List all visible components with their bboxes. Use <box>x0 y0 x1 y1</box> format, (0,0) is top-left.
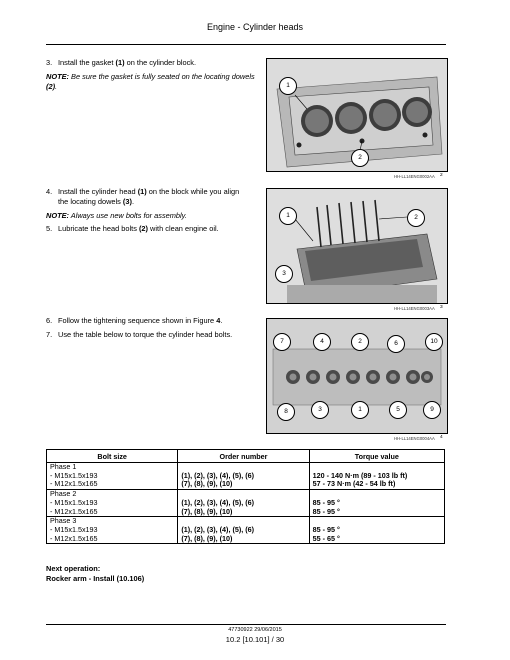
table-header-row <box>47 450 445 463</box>
order-number: (7), (8), (9), (10) <box>181 533 233 543</box>
table-row <box>47 517 445 544</box>
table-row <box>47 463 445 490</box>
step-text: . <box>131 197 135 206</box>
footer-doc-id: 47730922 29/06/2015 <box>228 627 282 633</box>
torque-value: 85 - 95 ° <box>312 524 340 534</box>
order-number-cell <box>178 463 309 490</box>
figure-number: 4 <box>440 435 443 440</box>
order-number: (1), (2), (3), (4), (5), (6) <box>181 524 255 534</box>
footer-page-number: 10.2 [10.101] / 30 <box>225 635 285 644</box>
figure-caption: HH-LL14ENG0003AA <box>394 306 435 311</box>
step-number: 5. <box>46 224 53 233</box>
callout-2: 2 <box>407 209 425 227</box>
callout-7: 7 <box>273 333 291 351</box>
torque-value-cell <box>309 517 444 544</box>
col-header-order-number: Order number <box>178 450 309 463</box>
note-end: . <box>55 82 58 91</box>
next-operation-label: Next operation: <box>46 564 101 573</box>
figure-cylinder-head-image <box>266 188 448 304</box>
phase-label: Phase 1 <box>50 462 77 471</box>
order-number: (1), (2), (3), (4), (5), (6) <box>181 497 255 507</box>
callout-2: 2 <box>351 333 369 351</box>
torque-value-cell <box>309 490 444 517</box>
step-text: Use the table below to torque the cylinder head bolts. <box>58 330 233 339</box>
figure-caption: HH-LL14ENG0004AA <box>394 436 435 441</box>
note-gasket <box>46 72 256 92</box>
torque-value: 55 - 65 ° <box>312 533 340 543</box>
note-text: Always use new bolts for assembly. <box>69 211 187 220</box>
step-text: . <box>220 316 223 325</box>
callout-10: 10 <box>425 333 443 351</box>
callout-1: 1 <box>279 207 297 225</box>
footer-rule <box>46 624 446 625</box>
step-text: the locating dowels <box>58 197 123 206</box>
note-text: Be sure the gasket is fully seated on the locating dowels <box>69 72 255 81</box>
step-number: 6. <box>46 316 53 325</box>
order-number: (7), (8), (9), (10) <box>181 479 233 489</box>
step-ref: (3) <box>122 197 132 206</box>
step-6 <box>46 316 222 326</box>
bolt-size: - M12x1.5x165 <box>50 479 98 489</box>
bolt-size-cell <box>47 517 178 544</box>
note-ref: (2) <box>46 82 56 91</box>
header-rule <box>46 44 446 45</box>
bolt-size: - M15x1.5x193 <box>50 470 98 480</box>
note-bolts <box>46 211 187 221</box>
note-label: NOTE: <box>46 211 69 220</box>
callout-1: 1 <box>279 77 297 95</box>
torque-value: 85 - 95 ° <box>312 497 340 507</box>
step-3 <box>46 58 196 68</box>
step-ref: 4 <box>216 316 221 325</box>
step-4 <box>46 187 258 207</box>
step-number: 3. <box>46 58 53 67</box>
figure-gasket-image <box>266 58 448 172</box>
step-number: 4. <box>46 187 53 196</box>
note-label: NOTE: <box>46 72 69 81</box>
bolt-size-cell <box>47 463 178 490</box>
order-number-cell <box>178 517 309 544</box>
torque-value: 120 - 140 N·m (89 - 103 lb ft) <box>312 470 408 480</box>
cylinder-head-install-illustration <box>267 189 447 303</box>
table-row <box>47 490 445 517</box>
step-text: with clean engine oil. <box>148 224 219 233</box>
torque-value: 85 - 95 ° <box>312 506 340 516</box>
order-number-cell <box>178 490 309 517</box>
callout-2: 2 <box>351 149 369 167</box>
order-number: (7), (8), (9), (10) <box>181 506 233 516</box>
callout-1: 1 <box>351 401 369 419</box>
order-number: (1), (2), (3), (4), (5), (6) <box>181 470 255 480</box>
step-number: 7. <box>46 330 53 339</box>
bolt-size: - M15x1.5x193 <box>50 497 98 507</box>
bolt-size: - M12x1.5x165 <box>50 533 98 543</box>
phase-label: Phase 3 <box>50 516 77 526</box>
page-header-title: Engine - Cylinder heads <box>206 22 304 32</box>
step-text: on the block while you align <box>146 187 240 196</box>
next-operation-link[interactable]: Rocker arm - Install (10.106) <box>46 574 145 583</box>
bolt-size: - M15x1.5x193 <box>50 524 98 534</box>
step-ref: (2) <box>138 224 148 233</box>
callout-9: 9 <box>423 401 441 419</box>
step-text: Lubricate the head bolts <box>58 224 139 233</box>
figure-number: 2 <box>440 173 443 178</box>
figure-tightening-sequence-image <box>266 318 448 434</box>
step-5 <box>46 224 219 234</box>
step-text: Install the cylinder head <box>58 187 138 196</box>
torque-value-cell <box>309 463 444 490</box>
bolt-size: - M12x1.5x165 <box>50 506 98 516</box>
step-ref: (1) <box>137 187 147 196</box>
col-header-bolt-size: Bolt size <box>47 450 178 463</box>
callout-3: 3 <box>275 265 293 283</box>
figure-number: 3 <box>440 305 443 310</box>
next-operation <box>46 564 144 584</box>
callout-5: 5 <box>389 401 407 419</box>
callout-8: 8 <box>277 403 295 421</box>
step-text: on the cylinder block. <box>124 58 197 67</box>
col-header-torque-value: Torque value <box>309 450 444 463</box>
step-text: Install the gasket <box>58 58 116 67</box>
torque-table <box>46 449 445 544</box>
callout-6: 6 <box>387 335 405 353</box>
callout-4: 4 <box>313 333 331 351</box>
callout-3: 3 <box>311 401 329 419</box>
figure-caption: HH-LL14ENG0002AA <box>394 174 435 179</box>
torque-value: 57 - 73 N·m (42 - 54 lb ft) <box>312 479 396 489</box>
phase-label: Phase 2 <box>50 489 77 499</box>
step-7 <box>46 330 232 340</box>
step-text: Follow the tightening sequence shown in Figure <box>58 316 217 325</box>
step-ref: (1) <box>115 58 125 67</box>
bolt-size-cell <box>47 490 178 517</box>
